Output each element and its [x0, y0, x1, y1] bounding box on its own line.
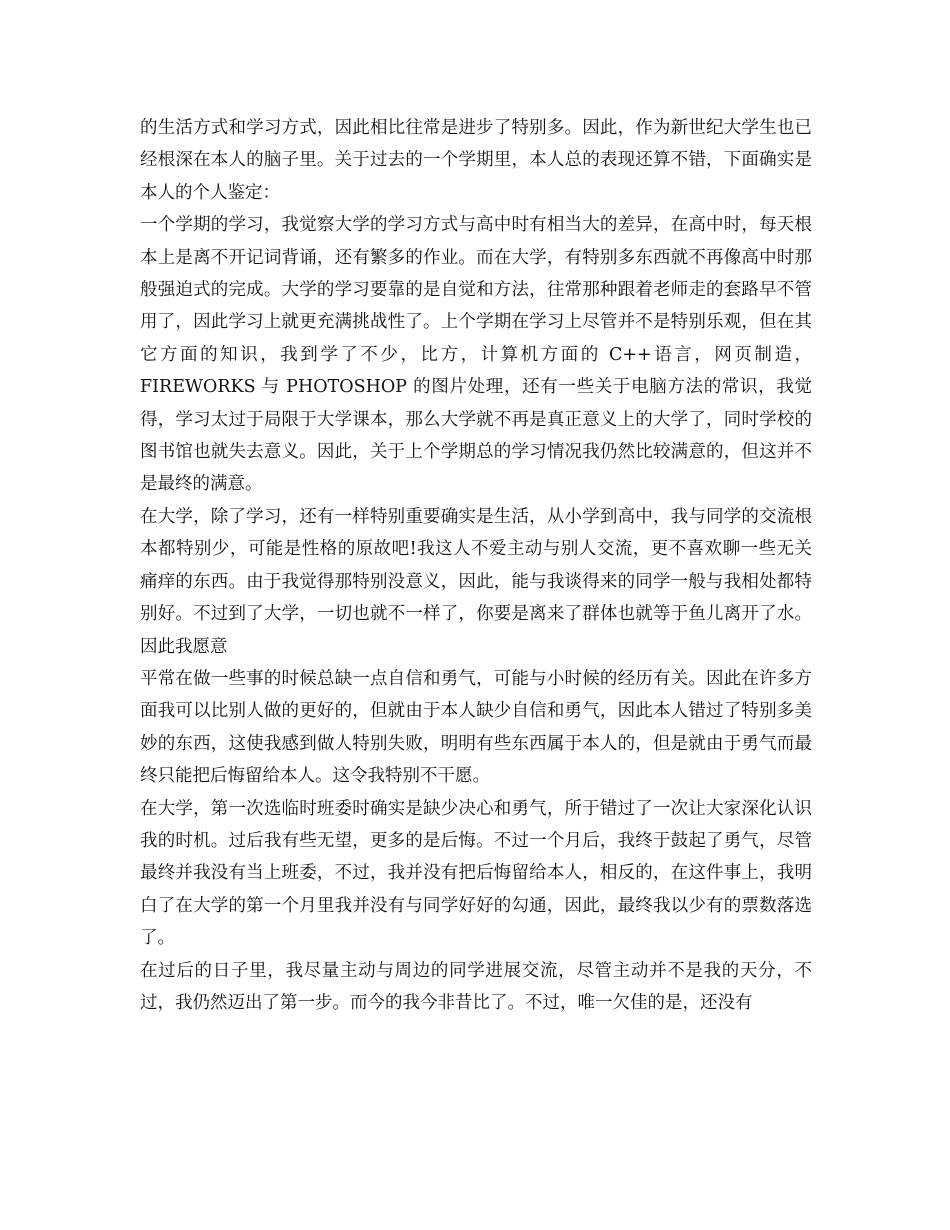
- paragraph-2: 一个学期的学习，我觉察大学的学习方式与高中时有相当大的差异，在高中时，每天根本上是离不开记词背诵，还有繁多的作业。而在大学，有特别多东西就不再像高中时那般强迫式的完成。大学的学习要靠的是自觉和方法，往常那种跟着老师走的套路早不管用了，因此学习上就更充满挑战性了。上个学期在学习上尽管并不是特别乐观，但在其它方面的知识，我到学了不少，比方，计算机方面的 C++语言，网页制造，FIREWORKS 与 PHOTOSHOP 的图片处理，还有一些关于电脑方法的常识，我觉得，学习太过于局限于大学课本，那么大学就不再是真正意义上的大学了，同时学校的图书馆也就失去意义。因此，关于上个学期总的学习情况我仍然比较满意的，但这并不是最终的满意。: [140, 215, 812, 495]
- paragraph-6: 在过后的日子里，我尽量主动与周边的同学进展交流，尽管主动并不是我的天分，不过，我仍然迈出了第一步。而今的我今非昔比了。不过，唯一欠佳的是，还没有: [140, 960, 812, 1013]
- paragraph-1: 的生活方式和学习方式，因此相比往常是进步了特别多。因此，作为新世纪大学生也已经根深在本人的脑子里。关于过去的一个学期里，本人总的表现还算不错，下面确实是本人的个人鉴定：: [140, 118, 812, 203]
- paragraph-4: 平常在做一些事的时候总缺一点自信和勇气，可能与小时候的经历有关。因此在许多方面我可以比别人做的更好的，但就由于本人缺少自信和勇气，因此本人错过了特别多美妙的东西，这使我感到做人特别失败，明明有些东西属于本人的，但是就由于勇气而最终只能把后悔留给本人。这令我特别不干愿。: [140, 668, 812, 787]
- paragraph-3: 在大学，除了学习，还有一样特别重要确实是生活，从小学到高中，我与同学的交流根本都特别少，可能是性格的原故吧!我这人不爱主动与别人交流，更不喜欢聊一些无关痛痒的东西。由于我觉得那特别没意义，因此，能与我谈得来的同学一般与我相处都特别好。不过到了大学，一切也就不一样了，你要是离来了群体也就等于鱼儿离开了水。因此我愿意: [140, 506, 812, 657]
- paragraph-5: 在大学，第一次选临时班委时确实是缺少决心和勇气，所于错过了一次让大家深化认识我的时机。过后我有些无望，更多的是后悔。不过一个月后，我终于鼓起了勇气，尽管最终并我没有当上班委，不过，我并没有把后悔留给本人，相反的，在这件事上，我明白了在大学的第一个月里我并没有与同学好好的勾通，因此，最终我以少有的票数落选了。: [140, 798, 812, 949]
- document-body: [140, 112, 812, 1019]
